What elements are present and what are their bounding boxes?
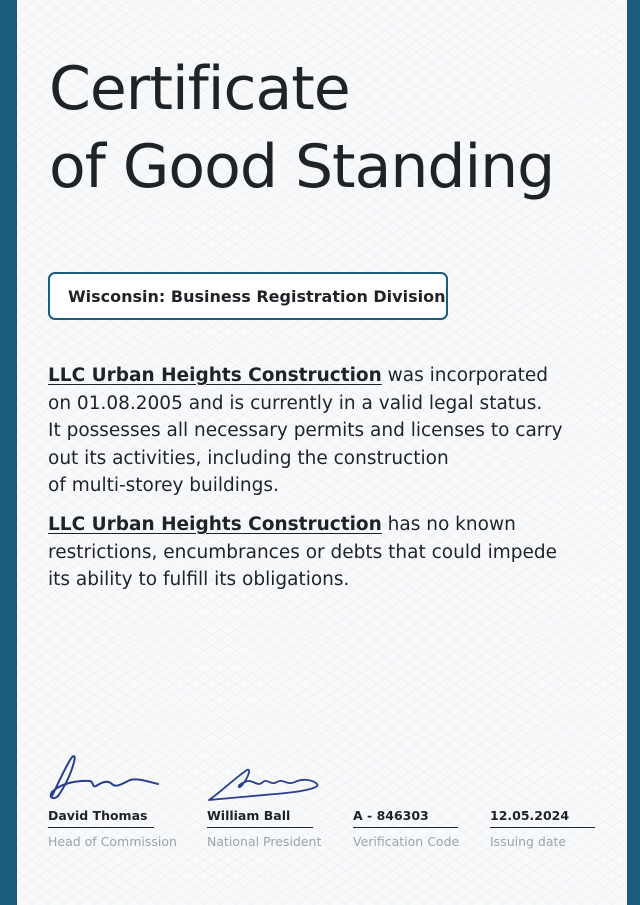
paragraph-1-line-4: out its activities, including the construction [48,447,449,469]
paragraph-1-line-3: It possesses all necessary permits and licenses to carry [48,420,563,441]
paragraph-1-line-5: of multi-storey buildings. [48,475,279,496]
paragraph-1-line-1-rest: was incorporated [381,365,549,386]
paragraph-2-line-3: its ability to fulfill its obligations. [48,569,350,590]
division-label: Wisconsin: Business Registration Division [68,286,446,306]
issue-date-label: Issuing date [490,834,567,849]
paragraph-1-line-2: on 01.08.2005 and is currently in a valid legal status. [48,392,543,414]
paragraph-2-line-1-rest: has no known [381,514,516,535]
issue-date: 12.05.2024 [490,808,595,828]
signer-1-name: David Thomas [48,808,154,828]
verification-label: Verification Code [353,834,460,849]
paragraph-1-line-1 [48,362,608,390]
signer-1-role: Head of Commission [48,834,177,849]
company-name: LLC Urban Heights Construction [48,365,382,386]
signature-2-image [205,764,323,804]
paragraph-restrictions [48,511,608,594]
certificate-sheet [17,0,627,905]
title-line-2: of Good Standing [49,132,555,202]
paragraph-2-line-1 [48,511,608,539]
company-name: LLC Urban Heights Construction [48,514,382,535]
signature-1-image [46,750,161,802]
paragraph-incorporation [48,362,608,500]
title-line-1: Certificate [49,54,350,124]
verification-code: A - 846303 [353,808,458,828]
signer-2-role: National President [207,834,322,849]
certificate-title [49,50,554,206]
paragraph-2-line-2: restrictions, encumbrances or debts that could impede [48,541,558,563]
signer-2-name: William Ball [207,808,313,828]
division-badge [48,272,448,320]
